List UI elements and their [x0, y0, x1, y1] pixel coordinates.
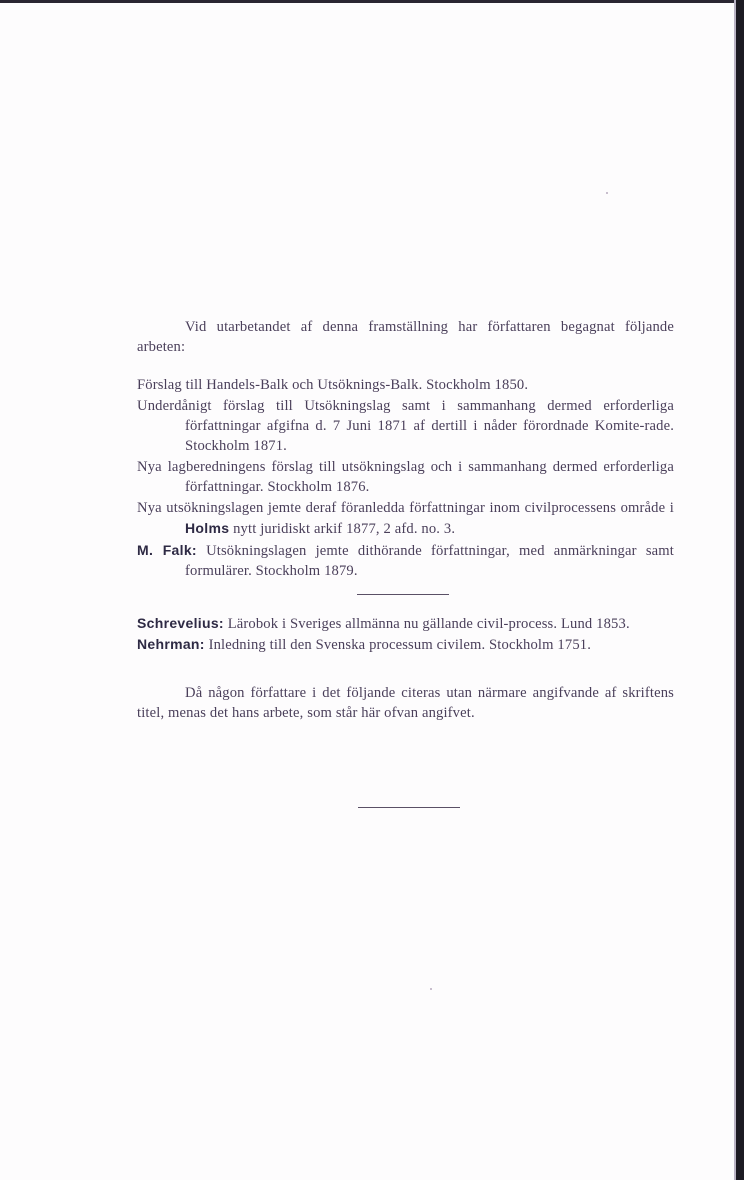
work-text: Nya utsökningslagen jemte deraf föranledda författningar inom civilprocessens område i: [137, 500, 674, 516]
work-entry: [137, 375, 674, 395]
reference-entry: [137, 634, 674, 655]
paper-speck: [430, 988, 432, 990]
works-list: [137, 375, 674, 581]
work-entry: [137, 457, 674, 497]
intro-paragraph: Vid utarbetandet af denna framställning har författaren begagnat följande arbeten:: [137, 319, 674, 355]
work-text: Utsökningslagen jemte dithörande författningar, med anmärkningar samt formulärer. Stockholm 1879.: [185, 543, 674, 579]
reference-text: Inledning till den Svenska processum civilem. Stockholm 1751.: [208, 637, 592, 653]
work-text: Underdånigt förslag till Utsökningslag samt i sammanhang dermed erforderliga författningar afgifna d. 7 Juni 1871 af dertill i nåder förordnade Komite-rade. Stockholm 1871.: [137, 398, 674, 454]
closing-paragraph: Då någon författare i det följande citeras utan närmare angifvande af skriftens titel, menas det hans arbete, som står här ofvan angifvet.: [137, 685, 674, 721]
author-name: Schrevelius:: [137, 615, 224, 631]
work-text: Förslag till Handels-Balk och Utsöknings-Balk. Stockholm 1850.: [137, 377, 529, 393]
author-name: Holms: [185, 520, 230, 536]
paper-speck: [606, 192, 608, 194]
reference-text: Lärobok i Sveriges allmänna nu gällande civil-process. Lund 1853.: [227, 616, 630, 632]
author-name: Nehrman:: [137, 636, 205, 652]
work-entry: [137, 540, 674, 581]
work-entry: [137, 498, 674, 539]
work-text: nytt juridiskt arkif 1877, 2 afd. no. 3.: [233, 521, 456, 537]
references-list: [137, 613, 674, 655]
scan-edge-right: [736, 0, 744, 1180]
author-name: M. Falk:: [137, 542, 197, 558]
reference-entry: [137, 613, 674, 634]
end-divider: [358, 807, 460, 808]
work-entry: [137, 396, 674, 456]
scan-edge-top: [0, 0, 744, 3]
work-text: Nya lagberedningens förslag till utsökningslag och i sammanhang dermed erforderliga författningar. Stockholm 1876.: [137, 459, 674, 495]
section-divider: [357, 594, 449, 595]
document-page: [137, 317, 674, 723]
